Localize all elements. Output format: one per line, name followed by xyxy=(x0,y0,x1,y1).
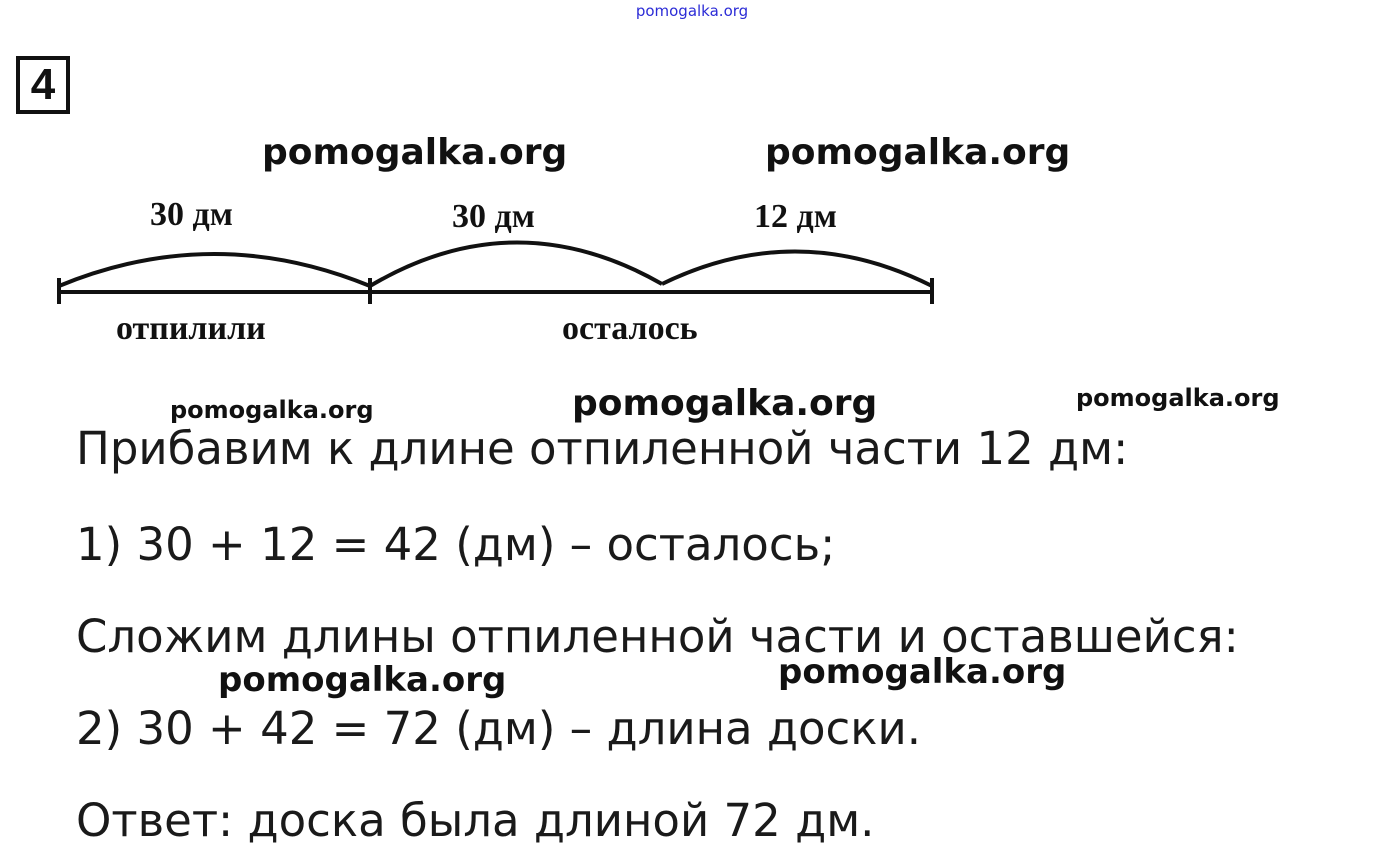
watermark-3: pomogalka.org xyxy=(170,396,374,424)
segment-2-label: 30 дм xyxy=(452,198,535,235)
watermark-6: pomogalka.org xyxy=(218,660,507,700)
task-number: 4 xyxy=(30,60,56,109)
label-cut-off: отпилили xyxy=(116,310,266,347)
solution-line-2: 1) 30 + 12 = 42 (дм) – осталось; xyxy=(76,518,836,571)
watermark-4: pomogalka.org xyxy=(572,383,878,424)
arc-segment-1 xyxy=(59,254,370,286)
watermark-7: pomogalka.org xyxy=(778,652,1067,692)
solution-line-4: 2) 30 + 42 = 72 (дм) – длина доски. xyxy=(76,702,922,755)
label-remaining: осталось xyxy=(562,310,698,347)
solution-answer: Ответ: доска была длиной 72 дм. xyxy=(76,794,875,847)
arc-segment-3 xyxy=(662,251,932,286)
watermark-5: pomogalka.org xyxy=(1076,384,1280,412)
segment-line xyxy=(59,278,932,304)
arc-segment-2 xyxy=(370,242,662,286)
solution-line-1: Прибавим к длине отпиленной части 12 дм: xyxy=(76,422,1129,475)
segment-1-label: 30 дм xyxy=(150,196,233,233)
solution-line-3: Сложим длины отпиленной части и оставшейся: xyxy=(76,610,1239,663)
watermark-1: pomogalka.org xyxy=(262,132,568,173)
watermark-2: pomogalka.org xyxy=(765,132,1071,173)
segment-3-label: 12 дм xyxy=(754,198,837,235)
site-watermark-top: pomogalka.org xyxy=(635,2,749,20)
